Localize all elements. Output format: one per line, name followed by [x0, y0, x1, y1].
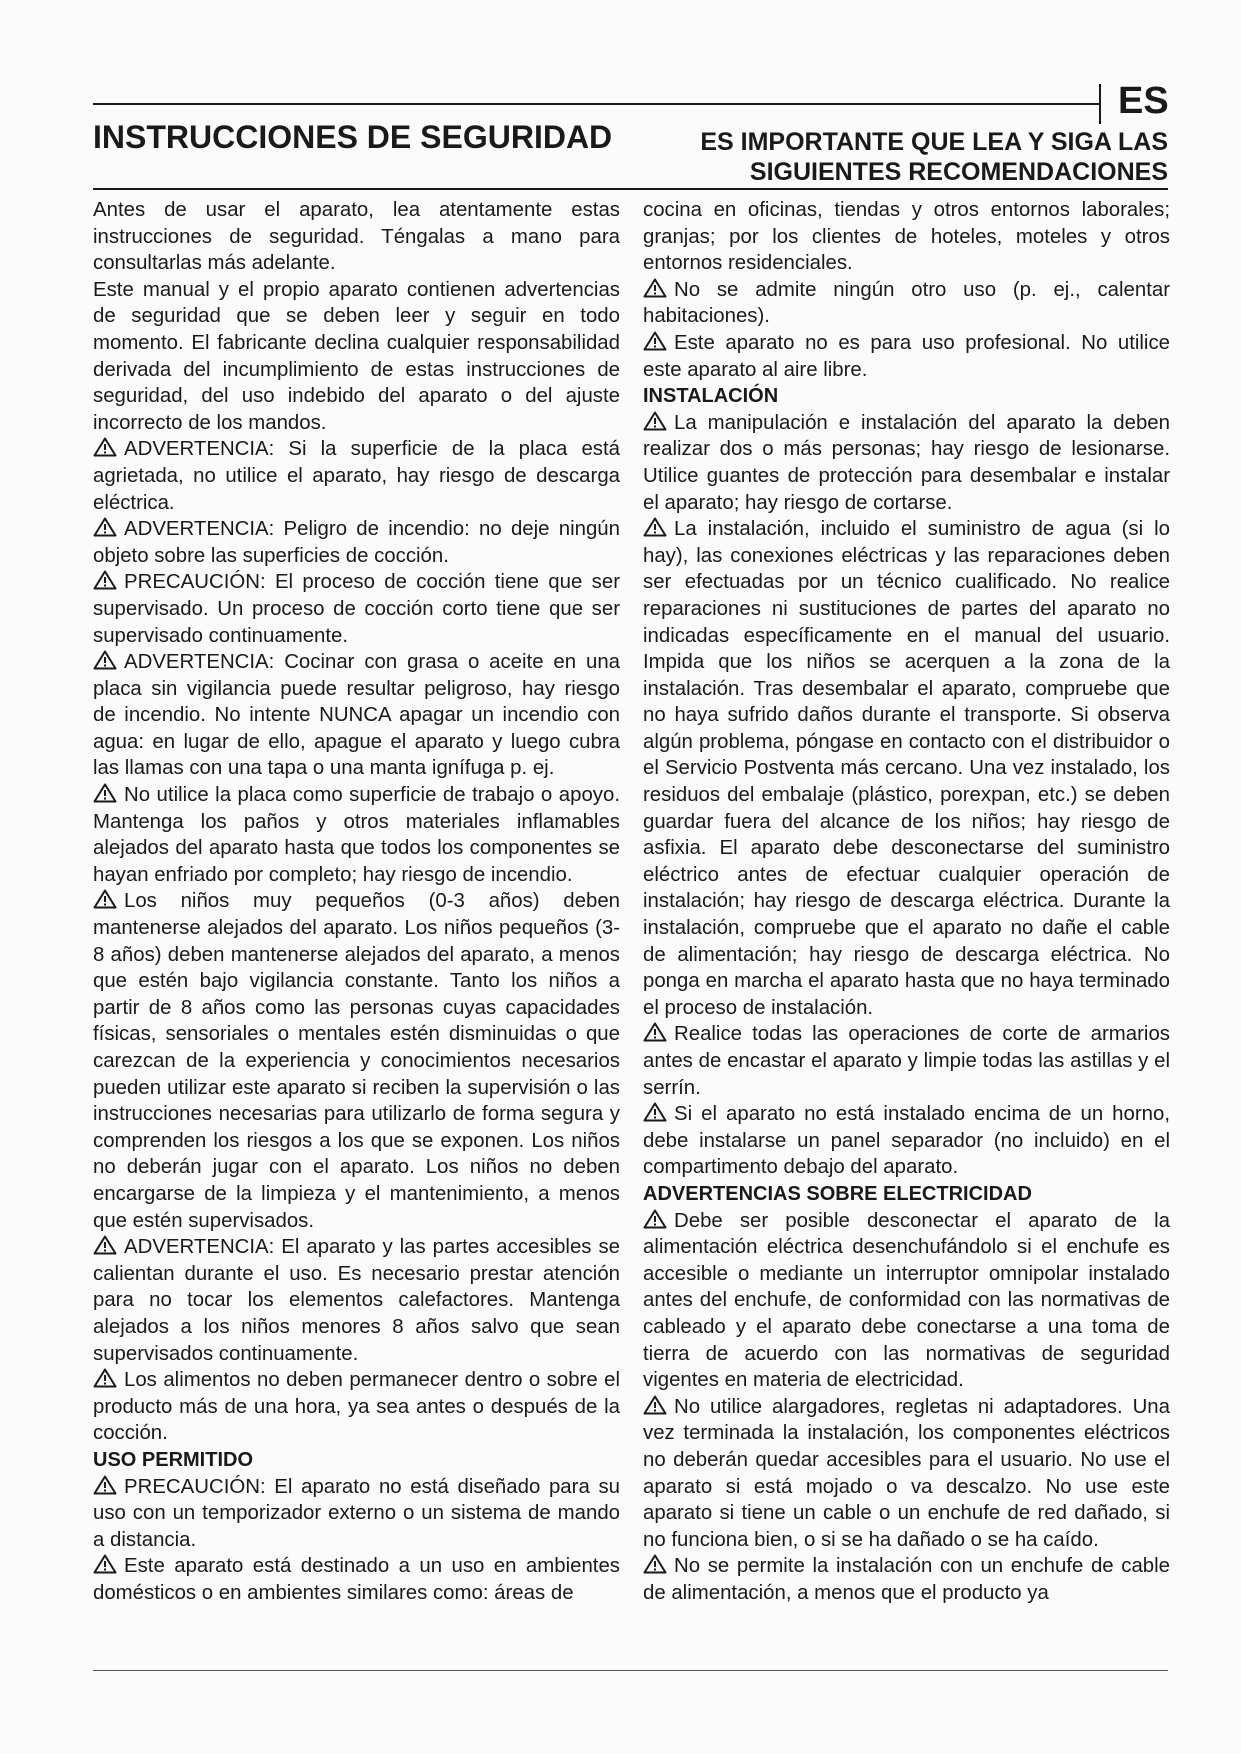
section-heading-uso-permitido: USO PERMITIDO	[93, 1448, 254, 1471]
warning-text: Realice todas las operaciones de corte de armarios antes de encastar el aparato y limpie todas las astillas y el serrín.	[643, 1023, 1170, 1099]
warning-text: Este aparato está destinado a un uso en ambientes domésticos o en ambientes similares como: áreas de	[93, 1555, 620, 1604]
language-code: ES	[1118, 80, 1169, 122]
warning-triangle-icon	[93, 517, 117, 537]
page-subtitle-line-2: SIGUIENTES RECOMENDACIONES	[749, 158, 1168, 186]
section-heading-instalacion: INSTALACIÓN	[643, 385, 779, 408]
warning-text: PRECAUCIÓN: El aparato no está diseñado para su uso con un temporizador externo o un sistema de mando a distancia.	[93, 1475, 620, 1551]
header-rule	[93, 103, 1100, 105]
warning-text: No se permite la instalación con un enchufe de cable de alimentación, a menos que el producto ya	[643, 1555, 1170, 1604]
warning-text: No utilice la placa como superficie de trabajo o apoyo. Mantenga los paños y otros materiales inflamables alejados del aparato hasta que todos los componentes se hayan enfriado por completo; hay riesgo de incendio.	[93, 784, 620, 886]
warning-item	[93, 649, 620, 782]
warning-triangle-icon	[643, 1022, 667, 1042]
warning-text: Este aparato no es para uso profesional. No utilice este aparato al aire libre.	[643, 331, 1170, 381]
warning-triangle-icon	[93, 1475, 117, 1495]
warning-triangle-icon	[643, 517, 667, 537]
warning-text: No utilice alargadores, regletas ni adaptadores. Una vez terminada la instalación, los componentes eléctricos no deberán quedar accesibles para el usuario. No use el aparato si está mojado o va descalzo. No use este aparato si tiene un cable o un enchufe de red dañado, si no funciona bien, o si se ha dañado o se ha caído.	[643, 1395, 1170, 1551]
warning-triangle-icon	[643, 1395, 667, 1415]
warning-text: ADVERTENCIA: El aparato y las partes accesibles se calientan durante el uso. Es necesario prestar atención para no tocar los elementos calefactores. Mantenga alejados a los niños menores 8 años salvo que sean supervisados continuamente.	[93, 1236, 620, 1365]
title-rule	[93, 188, 1168, 190]
warning-item	[93, 1474, 620, 1554]
warning-text: PRECAUCIÓN: El proceso de cocción tiene que ser supervisado. Un proceso de cocción corto tiene que ser supervisado continuamente.	[93, 571, 620, 647]
warning-triangle-icon	[643, 278, 667, 298]
warning-item	[643, 330, 1170, 383]
warning-item	[93, 1234, 620, 1367]
continued-paragraph: cocina en oficinas, tiendas y otros entornos laborales; granjas; por los clientes de hoteles, moteles y otros entornos residenciales.	[643, 199, 1170, 275]
warning-triangle-icon	[643, 1102, 667, 1122]
warning-triangle-icon	[643, 1209, 667, 1229]
warning-triangle-icon	[93, 650, 117, 670]
page-subtitle-line-1: ES IMPORTANTE QUE LEA Y SIGA LAS	[700, 128, 1168, 156]
warning-item	[93, 1553, 620, 1606]
warning-text: ADVERTENCIA: Si la superficie de la placa está agrietada, no utilice el aparato, hay riesgo de descarga eléctrica.	[93, 438, 620, 514]
warning-item	[643, 1021, 1170, 1101]
warning-item	[643, 277, 1170, 330]
warning-item	[643, 1553, 1170, 1606]
warning-text: Si el aparato no está instalado encima de un horno, debe instalarse un panel separador (no incluido) en el compartimento debajo del aparato.	[643, 1103, 1170, 1179]
warning-triangle-icon	[93, 889, 117, 909]
warning-triangle-icon	[643, 331, 667, 351]
warning-item	[643, 1208, 1170, 1394]
section-heading-electricidad: ADVERTENCIAS SOBRE ELECTRICIDAD	[643, 1182, 1032, 1205]
footer-rule	[93, 1670, 1168, 1671]
intro-paragraph: Antes de usar el aparato, lea atentamente estas instrucciones de seguridad. Téngalas a mano para consultarlas más adelante.	[93, 199, 620, 275]
warning-triangle-icon	[93, 1235, 117, 1255]
warning-item	[93, 782, 620, 888]
left-column	[93, 197, 620, 1606]
warning-text: Los alimentos no deben permanecer dentro o sobre el producto más de una hora, ya sea antes o después de la cocción.	[93, 1369, 620, 1445]
warning-item	[643, 1101, 1170, 1181]
warning-text: La manipulación e instalación del aparato la deben realizar dos o más personas; hay riesgo de lesionarse. Utilice guantes de protección para desembalar e instalar el aparato; hay riesgo de cortarse.	[643, 411, 1170, 514]
warning-item	[643, 410, 1170, 516]
page-subtitle	[700, 127, 1168, 187]
warning-item	[93, 569, 620, 649]
warning-text: La instalación, incluido el suministro de agua (si lo hay), las conexiones eléctricas y las reparaciones deben ser efectuadas por un técnico cualificado. No realice reparaciones ni sustituciones de partes del aparato no indicadas específicamente en el manual del usuario. Impida que los niños se acerquen a la zona de la instalación. Tras desembalar el aparato, compruebe que no haya sufrido daños durante el transporte. Si observa algún problema, póngase en contacto con el distribuidor o el Servicio Postventa más cercano. Una vez instalado, los residuos del embalaje (plástico, porexpan, etc.) se deben guardar fuera del alcance de los niños; hay riesgo de asfixia. El aparato debe desconectarse del suministro eléctrico antes de efectuar cualquier operación de instalación; hay riesgo de descarga eléctrica. Durante la instalación, compruebe que el aparato no dañe el cable de alimentación; hay riesgo de descarga eléctrica. No ponga en marcha el aparato hasta que no haya terminado el proceso de instalación.	[643, 518, 1170, 1019]
warning-item	[93, 436, 620, 516]
warning-text: Los niños muy pequeños (0-3 años) deben mantenerse alejados del aparato. Los niños pequeños (3-8 años) deben mantenerse alejados del aparato, a menos que estén bajo vigilancia constante. Tanto los niños a partir de 8 años como las personas cuyas capacidades físicas, sensoriales o mentales estén disminuidas o que carezcan de la experiencia y conocimientos necesarios pueden utilizar este aparato si reciben la supervisión o las instrucciones necesarias para utilizarlo de forma segura y comprenden los riesgos a los que se exponen. Los niños no deberán jugar con el aparato. Los niños no deben encargarse de la limpieza y el mantenimiento, a menos que estén supervisados.	[93, 890, 620, 1232]
warning-item	[93, 516, 620, 569]
warning-triangle-icon	[93, 437, 117, 457]
warning-text: No se admite ningún otro uso (p. ej., calentar habitaciones).	[643, 278, 1170, 328]
page-title: INSTRUCCIONES DE SEGURIDAD	[93, 119, 613, 155]
warning-triangle-icon	[643, 411, 667, 431]
warning-item	[93, 888, 620, 1234]
manual-paragraph: Este manual y el propio aparato contienen advertencias de seguridad que se deben leer y seguir en todo momento. El fabricante declina cualquier responsabilidad derivada del incumplimiento de estas instrucciones de seguridad, del uso indebido del aparato o del ajuste incorrecto de los mandos.	[93, 278, 620, 434]
warning-triangle-icon	[93, 783, 117, 803]
warning-triangle-icon	[93, 1554, 117, 1574]
warning-text: ADVERTENCIA: Peligro de incendio: no deje ningún objeto sobre las superficies de cocción.	[93, 518, 620, 567]
warning-text: Debe ser posible desconectar el aparato de la alimentación eléctrica desenchufándolo si el enchufe es accesible o mediante un interruptor omnipolar instalado antes del enchufe, de conformidad con las normativas de cableado y el aparato debe conectarse a una toma de tierra de acuerdo con las normativas de seguridad vigentes en materia de electricidad.	[643, 1209, 1170, 1392]
right-column	[643, 197, 1170, 1606]
warning-item	[643, 516, 1170, 1021]
warning-text: ADVERTENCIA: Cocinar con grasa o aceite en una placa sin vigilancia puede resultar peligroso, hay riesgo de incendio. No intente NUNCA apagar un incendio con agua: en lugar de ello, apague el aparato y luego cubra las llamas con una tapa o una manta ignífuga p. ej.	[93, 651, 620, 780]
warning-item	[643, 1394, 1170, 1554]
warning-item	[93, 1367, 620, 1447]
warning-triangle-icon	[93, 1368, 117, 1388]
warning-triangle-icon	[93, 570, 117, 590]
warning-triangle-icon	[643, 1554, 667, 1574]
